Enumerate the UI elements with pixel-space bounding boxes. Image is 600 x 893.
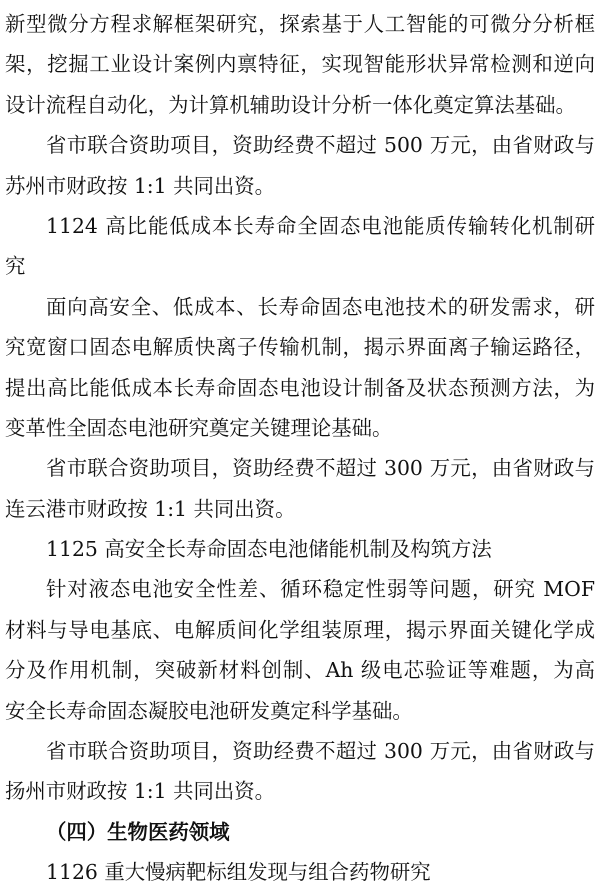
project-title-1125 <box>5 529 595 569</box>
paragraph-funding <box>5 731 595 812</box>
text-line: 1124 高比能低成本长寿命全固态电池能质传输转化机制研 <box>46 213 595 238</box>
text-line: （四）生物医药领域 <box>46 819 230 844</box>
paragraph-funding <box>5 125 595 206</box>
text-line: 1125 高安全长寿命固态电池储能机制及构筑方法 <box>46 537 492 562</box>
project-title-1124 <box>5 206 595 287</box>
text-line: 究宽窗口固态电解质快离子传输机制，揭示界面离子输运路径， <box>5 335 595 360</box>
paragraph-body <box>5 569 595 731</box>
paragraph-body <box>5 4 595 125</box>
text-line: 设计流程自动化，为计算机辅助设计分析一体化奠定算法基础。 <box>5 92 576 117</box>
text-line: 苏州市财政按 1:1 共同出资。 <box>5 173 276 198</box>
text-line: 材料与导电基底、电解质间化学组装原理，揭示界面关键化学成 <box>5 617 595 642</box>
text-line: 安全长寿命固态凝胶电池研发奠定科学基础。 <box>5 698 413 723</box>
text-line: 变革性全固态电池研究奠定关键理论基础。 <box>5 415 393 440</box>
text-line: 分及作用机制，突破新材料创制、Ah 级电芯验证等难题，为高 <box>5 658 595 683</box>
text-line: 省市联合资助项目，资助经费不超过 500 万元，由省财政与 <box>46 133 595 158</box>
section-heading <box>5 812 595 852</box>
text-line: 提出高比能低成本长寿命固态电池设计制备及状态预测方法，为 <box>5 375 595 400</box>
text-line: 连云港市财政按 1:1 共同出资。 <box>5 496 296 521</box>
text-line: 针对液态电池安全性差、循环稳定性弱等问题，研究 MOF <box>46 577 595 602</box>
text-line: 1126 重大慢病靶标组发现与组合药物研究 <box>46 860 431 885</box>
document-page <box>5 4 595 893</box>
text-line: 架，挖掘工业设计案例内禀特征，实现智能形状异常检测和逆向 <box>5 52 595 77</box>
paragraph-body <box>5 287 595 449</box>
text-line: 省市联合资助项目，资助经费不超过 300 万元，由省财政与 <box>46 739 595 764</box>
paragraph-funding <box>5 448 595 529</box>
text-line: 省市联合资助项目，资助经费不超过 300 万元，由省财政与 <box>46 456 595 481</box>
project-title-1126 <box>5 852 595 892</box>
text-line: 面向高安全、低成本、长寿命固态电池技术的研发需求，研 <box>46 294 595 319</box>
text-line: 究 <box>5 254 26 279</box>
text-line: 新型微分方程求解框架研究，探索基于人工智能的可微分分析框 <box>5 12 595 36</box>
text-line: 扬州市财政按 1:1 共同出资。 <box>5 779 276 804</box>
